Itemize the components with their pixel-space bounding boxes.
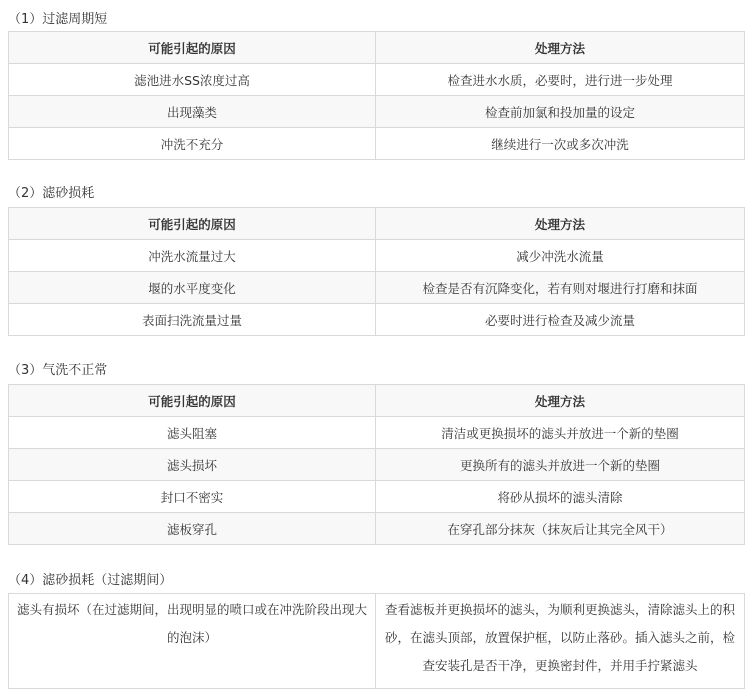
table-row bbox=[9, 128, 745, 160]
solution-cell: 检查是否有沉降变化，若有则对堰进行打磨和抹面 bbox=[376, 272, 745, 304]
table-row bbox=[9, 513, 745, 545]
header-solution: 处理方法 bbox=[376, 32, 745, 64]
table-row bbox=[9, 417, 745, 449]
solution-cell: 检查前加氯和投加量的设定 bbox=[376, 96, 745, 128]
table-row bbox=[9, 272, 745, 304]
table-row bbox=[9, 594, 745, 689]
section-title-2: （2）滤砂损耗 bbox=[8, 186, 95, 201]
cause-cell: 滤板穿孔 bbox=[9, 513, 376, 545]
solution-cell: 检查进水水质，必要时，进行进一步处理 bbox=[376, 64, 745, 96]
cause-cell: 滤池进水SS浓度过高 bbox=[9, 64, 376, 96]
header-cause: 可能引起的原因 bbox=[9, 208, 376, 240]
header-solution: 处理方法 bbox=[376, 208, 745, 240]
table-3 bbox=[8, 384, 745, 545]
cause-cell: 表面扫洗流量过量 bbox=[9, 304, 376, 336]
solution-cell: 查看滤板并更换损坏的滤头，为顺利更换滤头，清除滤头上的积砂，在滤头顶部，放置保护框，以防止落砂。插入滤头之前，检查安装孔是否干净，更换密封件，并用手拧紧滤头 bbox=[376, 594, 745, 689]
solution-cell: 更换所有的滤头并放进一个新的垫圈 bbox=[376, 449, 745, 481]
solution-cell: 将砂从损坏的滤头清除 bbox=[376, 481, 745, 513]
table-row bbox=[9, 304, 745, 336]
header-cause: 可能引起的原因 bbox=[9, 32, 376, 64]
table-row bbox=[9, 96, 745, 128]
cause-cell: 封口不密实 bbox=[9, 481, 376, 513]
solution-cell: 必要时进行检查及减少流量 bbox=[376, 304, 745, 336]
cause-cell: 冲洗水流量过大 bbox=[9, 240, 376, 272]
header-cause: 可能引起的原因 bbox=[9, 385, 376, 417]
section-title-1: （1）过滤周期短 bbox=[8, 12, 108, 27]
cause-cell: 出现藻类 bbox=[9, 96, 376, 128]
solution-cell: 在穿孔部分抹灰（抹灰后让其完全风干） bbox=[376, 513, 745, 545]
table-row bbox=[9, 240, 745, 272]
cause-cell: 滤头阻塞 bbox=[9, 417, 376, 449]
table-1 bbox=[8, 31, 745, 160]
cause-cell: 冲洗不充分 bbox=[9, 128, 376, 160]
table-row bbox=[9, 449, 745, 481]
solution-cell: 减少冲洗水流量 bbox=[376, 240, 745, 272]
solution-cell: 继续进行一次或多次冲洗 bbox=[376, 128, 745, 160]
section-title-4: （4）滤砂损耗（过滤期间） bbox=[8, 573, 173, 588]
cause-cell: 滤头有损坏（在过滤期间，出现明显的喷口或在冲洗阶段出现大的泡沫） bbox=[9, 594, 376, 689]
cause-cell: 堰的水平度变化 bbox=[9, 272, 376, 304]
solution-cell: 清洁或更换损坏的滤头并放进一个新的垫圈 bbox=[376, 417, 745, 449]
table-4 bbox=[8, 593, 745, 689]
cause-cell: 滤头损坏 bbox=[9, 449, 376, 481]
header-solution: 处理方法 bbox=[376, 385, 745, 417]
section-title-3: （3）气洗不正常 bbox=[8, 363, 108, 378]
table-row bbox=[9, 481, 745, 513]
table-2 bbox=[8, 207, 745, 336]
table-row bbox=[9, 64, 745, 96]
